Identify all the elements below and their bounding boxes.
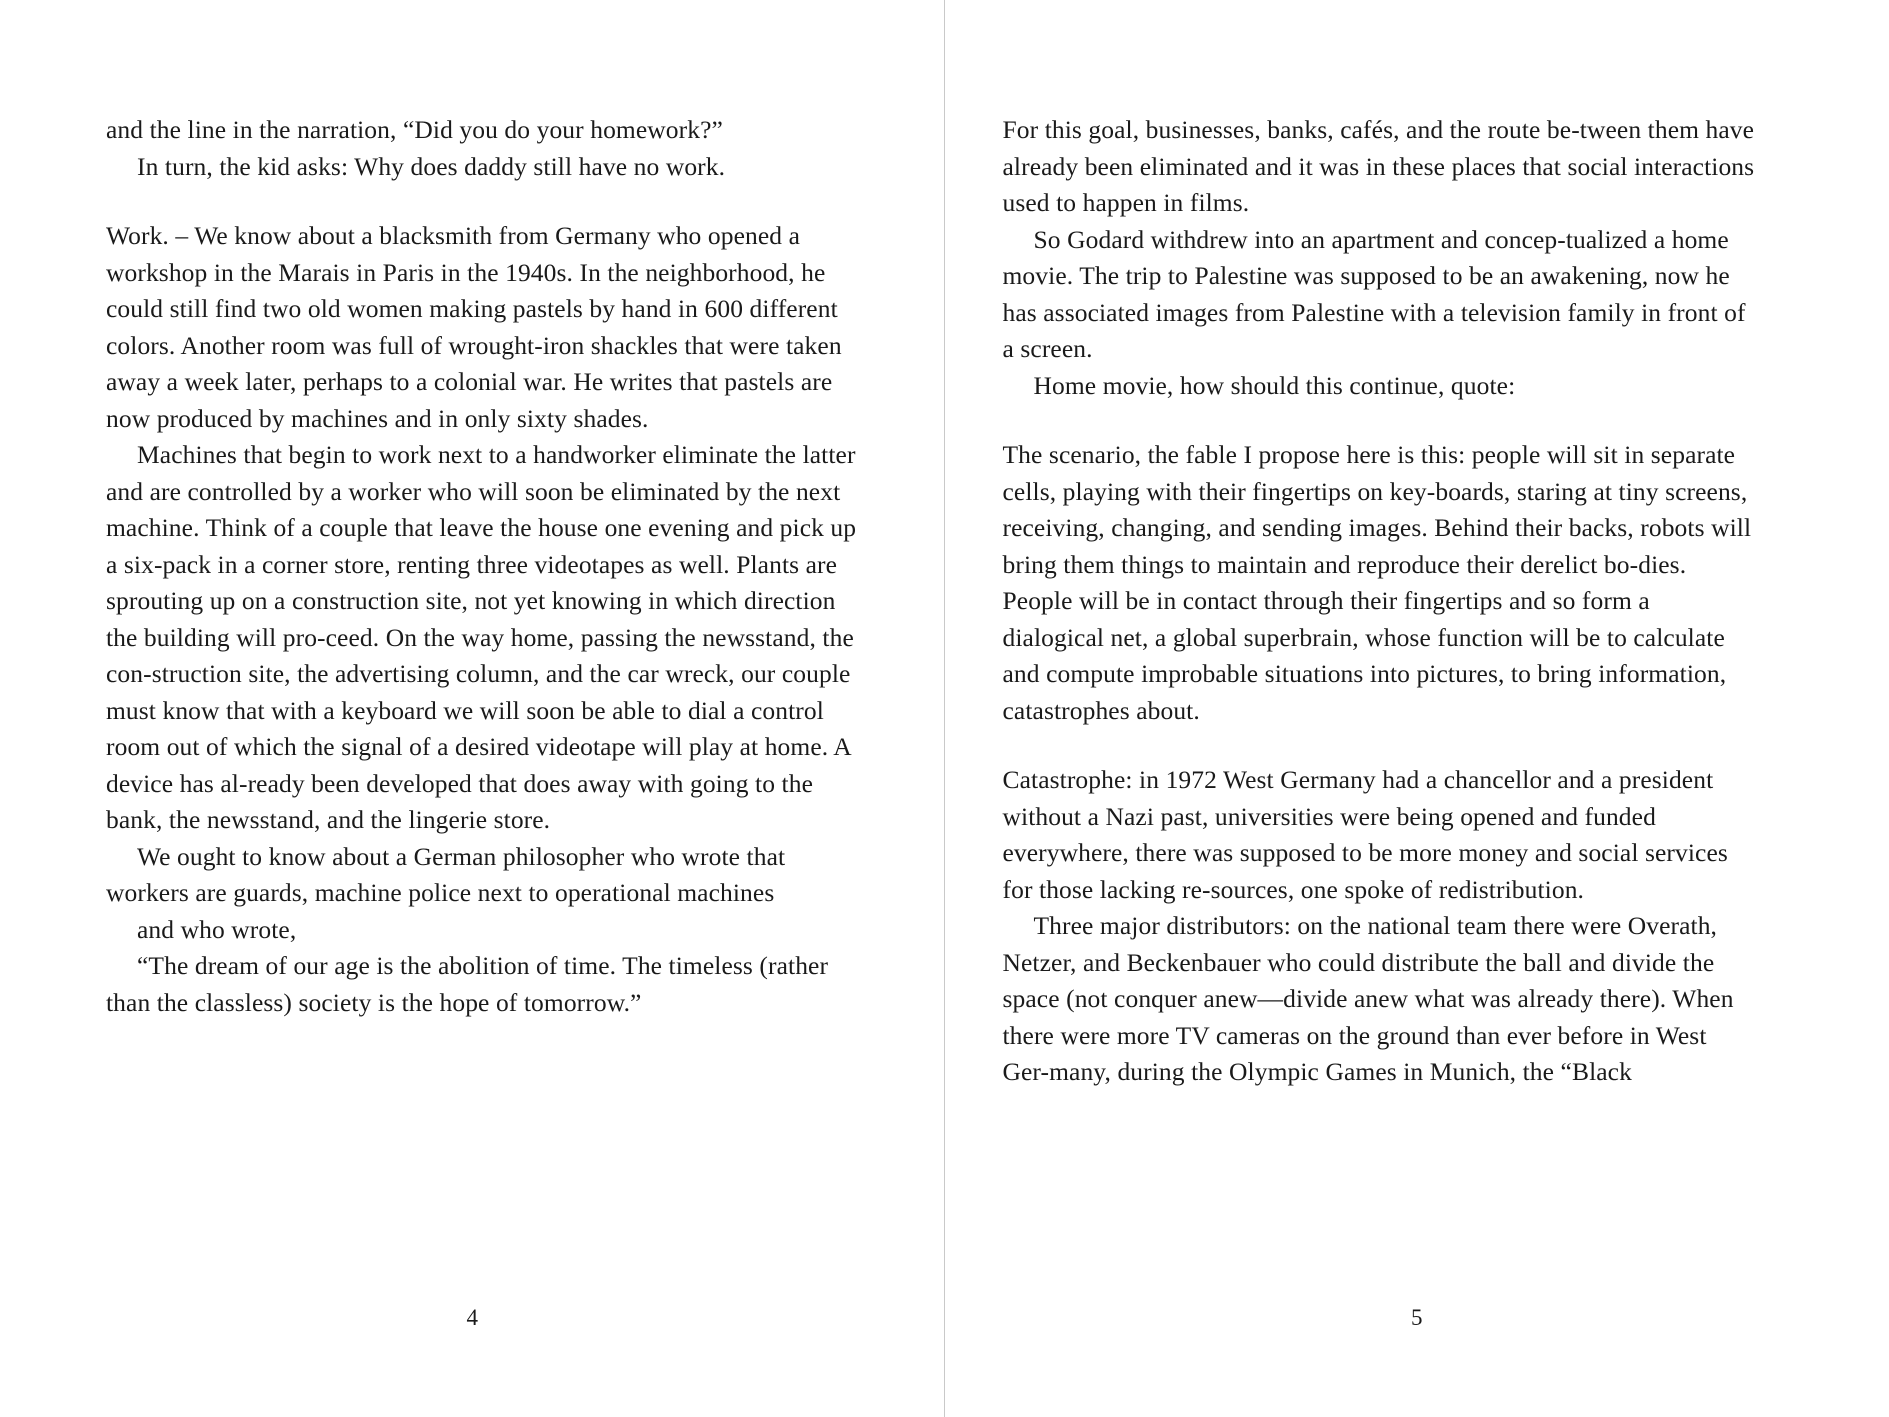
- paragraph: Work. – We know about a blacksmith from Germany who opened a workshop in the Marais in Paris in the 1940s. In the neighborhood, he could still find two old women making pastels by hand in 600 different colors. Another room was full of wrought-iron shackles that were taken away a week later, perhaps to a colonial war. He writes that pastels are now produced by machines and in only sixty shades.: [106, 221, 842, 433]
- left-page-body: [106, 112, 858, 1021]
- paragraph: Three major distributors: on the national team there were Overath, Netzer, and Beckenbauer who could distribute the ball and divide the space (not conquer anew—divide anew what was already there). When there were more TV cameras on the ground than ever before in West Ger-many, during the Olympic Games in Munich, the “Black: [1002, 911, 1734, 1086]
- page-number: 5: [1411, 1305, 1423, 1330]
- paragraph: So Godard withdrew into an apartment and concep-tualized a home movie. The trip to Palestine was supposed to be an awakening, now he has associated images from Palestine with a television family in front of a screen.: [1002, 224, 1746, 363]
- paragraph: Catastrophe: in 1972 West Germany had a chancellor and a president without a Nazi past, universities were being opened and funded everywhere, there was supposed to be more money and social services for those lacking re-sources, one spoke of redistribution.: [1002, 765, 1728, 904]
- paragraph: Home movie, how should this continue, quote:: [1033, 370, 1516, 400]
- paragraph: The scenario, the fable I propose here is this: people will sit in separate cells, playing with their fingertips on key-boards, staring at tiny screens, receiving, changing, and sending images. Behind their backs, robots will bring them things to maintain and reproduce their derelict bo-dies. People will be in contact through their fingertips and so form a dialogical net, a global superbrain, whose function will be to calculate and compute improbable situations into pictures, to bring information, catastrophes about.: [1002, 440, 1752, 725]
- paragraph: “The dream of our age is the abolition of time. The timeless (rather than the classless) society is the hope of tomorrow.”: [106, 951, 829, 1017]
- right-page-body: [1003, 112, 1755, 1091]
- paragraph: and the line in the narration, “Did you do your homework?”: [106, 115, 723, 144]
- page-number: 4: [466, 1305, 478, 1330]
- paragraph: and who wrote,: [137, 914, 297, 944]
- paragraph: Machines that begin to work next to a handworker eliminate the latter and are controlled by a worker who will soon be eliminated by the next machine. Think of a couple that leave the house one evening and pick up a six-pack in a corner store, renting three videotapes as well. Plants are sprouting up on a construction site, not yet knowing in which direction the building will pro-ceed. On the way home, passing the newsstand, the con-struction site, the advertising column, and the car wreck, our couple must know that with a keyboard we will soon be able to dial a control room out of which the signal of a desired videotape will play at home. A device has al-ready been developed that does away with going to the bank, the newsstand, and the lingerie store.: [106, 440, 857, 834]
- paragraph: In turn, the kid asks: Why does daddy still have no work.: [137, 151, 726, 181]
- right-page: [945, 0, 1889, 1417]
- paragraph: For this goal, businesses, banks, cafés, and the route be-tween them have already been eliminated and it was in these places that social interactions used to happen in films.: [1002, 115, 1755, 217]
- paragraph: We ought to know about a German philosopher who wrote that workers are guards, machine police next to operational machines: [106, 841, 786, 907]
